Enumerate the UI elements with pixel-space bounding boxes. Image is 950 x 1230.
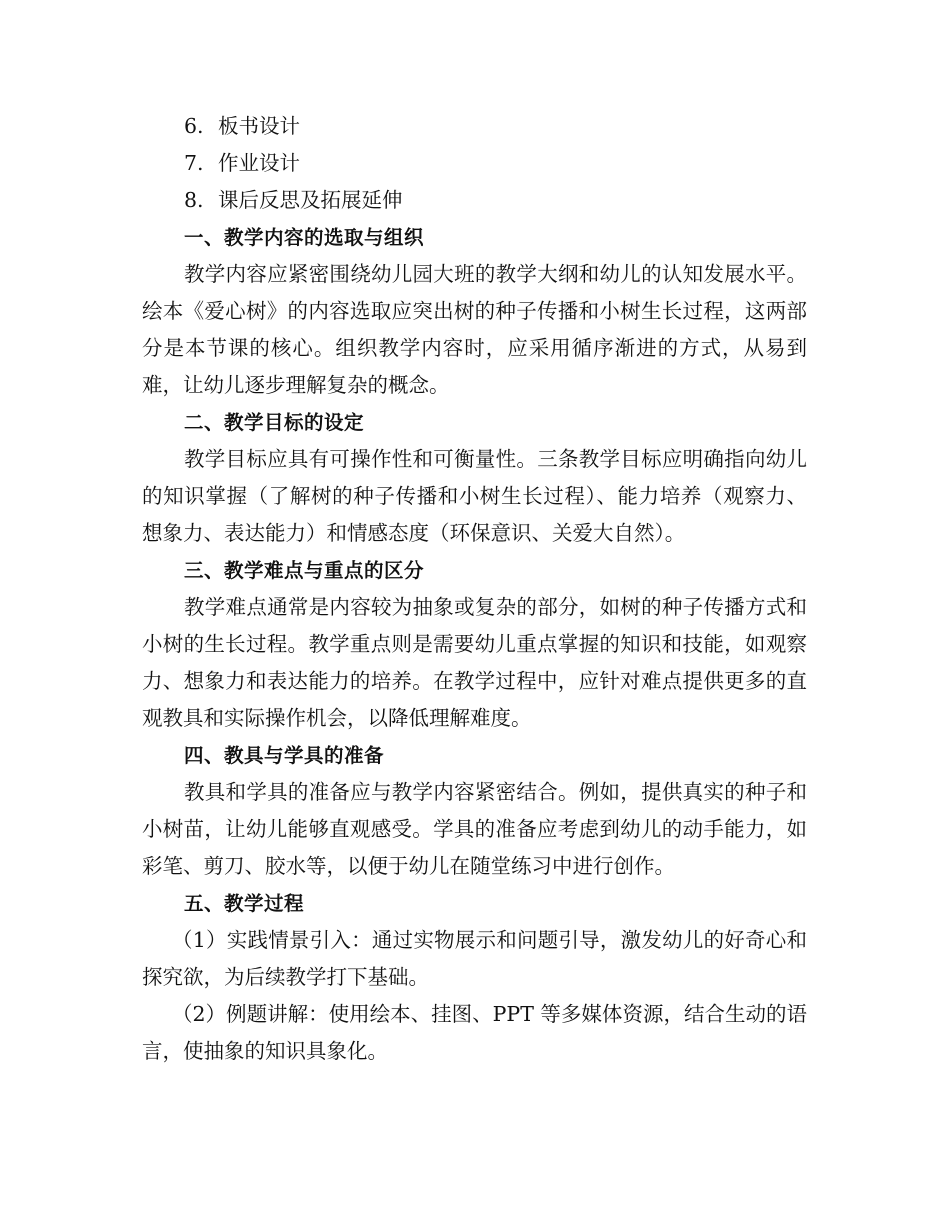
section-heading: 一、教学内容的选取与组织 <box>184 226 425 249</box>
document-body <box>142 108 807 1070</box>
section-paragraph: （1）实践情景引入：通过实物展示和问题引导，激发幼儿的好奇心和探究欲，为后续教学打下基础。 <box>142 928 807 989</box>
list-number: 7. <box>184 151 204 175</box>
list-text: 板书设计 <box>218 114 300 138</box>
section-heading: 五、教学过程 <box>184 892 305 915</box>
section-paragraph: 教学难点通常是内容较为抽象或复杂的部分，如树的种子传播方式和小树的生长过程。教学重点则是需要幼儿重点掌握的知识和技能，如观察力、想象力和表达能力的培养。在教学过程中，应针对难点提供更多的直观教具和实际操作机会，以降低理解难度。 <box>142 595 807 730</box>
section-paragraph: 教学目标应具有可操作性和可衡量性。三条教学目标应明确指向幼儿的知识掌握（了解树的种子传播和小树生长过程）、能力培养（观察力、想象力、表达能力）和情感态度（环保意识、关爱大自然）。 <box>142 447 807 545</box>
section-heading: 三、教学难点与重点的区分 <box>184 559 425 582</box>
section-heading: 二、教学目标的设定 <box>184 411 365 434</box>
section-heading: 四、教具与学具的准备 <box>184 744 385 767</box>
section-paragraph: （2）例题讲解：使用绘本、挂图、PPT 等多媒体资源，结合生动的语言，使抽象的知识具象化。 <box>142 1002 807 1063</box>
list-number: 6. <box>184 114 204 138</box>
list-item <box>142 182 807 219</box>
list-item <box>142 145 807 182</box>
section-paragraph: 教具和学具的准备应与教学内容紧密结合。例如，提供真实的种子和小树苗，让幼儿能够直观感受。学具的准备应考虑到幼儿的动手能力，如彩笔、剪刀、胶水等，以便于幼儿在随堂练习中进行创作。 <box>142 780 807 878</box>
section-paragraph: 教学内容应紧密围绕幼儿园大班的教学大纲和幼儿的认知发展水平。绘本《爱心树》的内容选取应突出树的种子传播和小树生长过程，这两部分是本节课的核心。组织教学内容时，应采用循序渐进的方式，从易到难，让幼儿逐步理解复杂的概念。 <box>142 262 807 397</box>
list-text: 作业设计 <box>218 151 300 175</box>
list-text: 课后反思及拓展延伸 <box>218 188 403 212</box>
list-number: 8. <box>184 188 204 212</box>
list-item <box>142 108 807 145</box>
